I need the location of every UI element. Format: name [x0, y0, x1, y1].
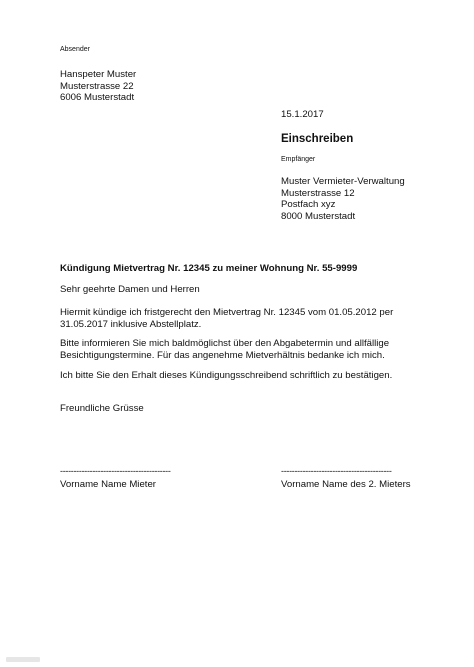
letter-subject: Kündigung Mietvertrag Nr. 12345 zu meiner Wohnung Nr. 55-9999	[60, 263, 358, 274]
sender-address	[60, 69, 136, 104]
body-paragraph-1: Hiermit kündige ich fristgerecht den Mietvertrag Nr. 12345 vom 01.05.2012 per 31.05.2017 inklusive Abstellplatz.	[60, 307, 394, 330]
letter-date: 15.1.2017	[281, 109, 324, 120]
recipient-street: Musterstrasse 12	[281, 187, 355, 199]
closing: Freundliche Grüsse	[60, 403, 144, 414]
signature-line-2: -----------------------------------------	[281, 466, 392, 476]
recipient-name: Muster Vermieter-Verwaltung	[281, 176, 405, 187]
sender-city: 6006 Musterstadt	[60, 92, 135, 103]
recipient-label: Empfänger	[281, 156, 316, 163]
sender-name: Hanspeter Muster	[60, 69, 137, 80]
signature-line-1: -----------------------------------------	[60, 466, 171, 476]
recipient-city: 8000 Musterstadt	[281, 210, 356, 222]
sender-street: Musterstrasse 22	[60, 80, 134, 92]
watermark-logo	[6, 657, 40, 662]
recipient-pobox: Postfach xyz	[281, 199, 336, 210]
signature-name-tenant: Vorname Name Mieter	[60, 479, 156, 490]
body-paragraph-2: Bitte informieren Sie mich baldmöglichst über den Abgabetermin und allfällige Besichtigungstermine. Für das angenehme Mietverhältnis bedanke ich mich.	[60, 338, 390, 361]
recipient-address	[281, 176, 405, 222]
signature-name-second-tenant: Vorname Name des 2. Mieters	[281, 479, 411, 490]
salutation: Sehr geehrte Damen und Herren	[60, 284, 200, 295]
sender-label: Absender	[60, 46, 90, 53]
body-paragraph-3: Ich bitte Sie den Erhalt dieses Kündigungsschreibend schriftlich zu bestätigen.	[60, 370, 393, 381]
registered-mail-label: Einschreiben	[281, 133, 354, 145]
